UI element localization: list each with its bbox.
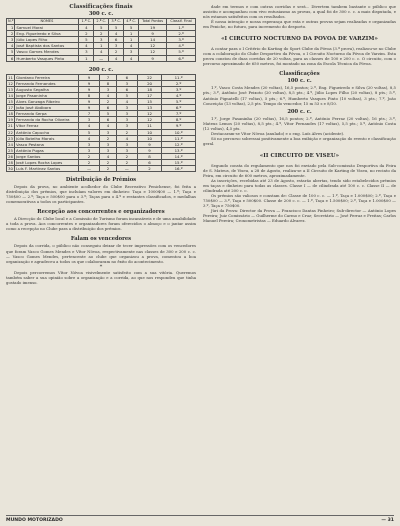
score-cell: 3 xyxy=(116,80,137,86)
class-200cc-text-2: Destacaram-se Vítor Nóvoa (anulado) e o eng. Luís Alves (acidente). xyxy=(211,130,345,136)
row-number: 13 xyxy=(8,86,13,92)
score-cell: 9 xyxy=(79,86,100,92)
driver-name: José Lopes Rocha Lopes xyxy=(15,159,79,165)
row-number: 24 xyxy=(8,141,13,147)
left-column xyxy=(6,4,196,285)
score-cell: 3 xyxy=(100,129,117,135)
driver-name: Júlio Lopes Filho xyxy=(15,37,79,43)
score-cell: 1 xyxy=(124,31,139,37)
score-cell: 14.º xyxy=(162,153,196,159)
score-cell: 17 xyxy=(137,92,161,98)
viseu-circuit-title: «II CIRCUITO DE VISEU» xyxy=(259,152,340,159)
score-cell: 3 xyxy=(116,141,137,147)
score-cell: — xyxy=(79,166,100,172)
score-cell: 3 xyxy=(100,147,117,153)
score-cell: 15.º xyxy=(162,159,196,165)
reception-title: Recepção aos concorrentes e organizadores xyxy=(37,209,165,216)
score-cell: 9 xyxy=(79,99,100,105)
score-cell: 8 xyxy=(100,80,117,86)
score-cell: 8 xyxy=(79,92,100,98)
driver-name: Fernando Serpa xyxy=(15,111,79,117)
score-cell: 5.º xyxy=(162,99,196,105)
row-number: 23 xyxy=(8,135,13,141)
score-cell: 5 xyxy=(124,25,139,31)
score-cell: 6 xyxy=(116,86,137,92)
driver-name: Vítor Ferraz xyxy=(15,123,79,129)
row-number: 4 xyxy=(7,43,15,49)
viseu-text: Segundo consta do regulamento que nos foi enviado pela Sub-comissão Desportiva da Feira de S. Mateus, de Viseu, a 28 de Agosto, realiza-se a II Circuito de Karting de Viseu, no recinto da Feira, em circuito de 600 metros, aproximadamente. xyxy=(203,162,396,178)
score-cell: 12 xyxy=(137,117,161,123)
score-cell: 12 xyxy=(139,49,167,55)
score-cell: 11.º xyxy=(162,135,196,141)
score-cell: 3 xyxy=(116,123,137,129)
closing-text: Depois percorremos Vítor Nóvoa visivelmente satisfeito com a sua vitória. Queremos também saber a sua opinião sobre a organização e a corrida, ao que nos respondeu que tinha gostado imenso. xyxy=(6,269,196,285)
score-cell: 5 xyxy=(100,111,117,117)
score-cell: 2.º xyxy=(167,31,196,37)
score-cell: 3 xyxy=(116,147,137,153)
driver-name: Vasco Pestana xyxy=(15,141,79,147)
driver-name: Júlio Botelho Morais xyxy=(15,135,79,141)
right-column xyxy=(203,4,396,223)
score-cell: 5.º xyxy=(167,49,196,55)
score-cell: 8 xyxy=(137,153,161,159)
score-cell: 2 xyxy=(79,159,100,165)
driver-name: Humberto Vasques Pinto xyxy=(15,55,79,61)
col-race4: 4.ª C. xyxy=(124,19,139,25)
score-cell: 6.º xyxy=(167,55,196,61)
score-cell: 2 xyxy=(100,99,117,105)
score-cell: 8.º xyxy=(162,117,196,123)
score-cell: 10 xyxy=(137,129,161,135)
score-cell: 6 xyxy=(116,74,137,80)
row-number: 19 xyxy=(8,117,13,123)
col-race3: 3.ª C. xyxy=(109,19,124,25)
score-cell: 4 xyxy=(79,123,100,129)
score-cell: 7.º xyxy=(162,111,196,117)
score-cell: 9 xyxy=(79,80,100,86)
class-200cc-text: 1.º, Jorge Pasaninha (20 voltas), 16,5 pontos; 2.º, António Ferraz (20 voltas), 16 pts.; 3.º, Mateus Lemos (20 voltas), 8,5 pts.; 4.º, Vítor Fernandes (17 voltas), 5,5 pts.; 5.º, António Costa (12 voltas), 4,5 pts. xyxy=(203,115,396,131)
driver-name: Vasco Gomes Mendes xyxy=(15,49,79,55)
row-number: 11 xyxy=(8,74,13,80)
row-number: 2 xyxy=(7,31,15,37)
score-cell: 15 xyxy=(137,99,161,105)
class-200cc-title: 200 c. c. xyxy=(287,108,312,115)
score-cell: 4 xyxy=(116,99,137,105)
row-number: 15 xyxy=(8,99,13,105)
povoa-circuit-text: A contar para o I Critério do Karting do Sport Clube da Póvoa (3.ª prova), realizou-se no Clube com a colaboração do Clube Desportivo da Póvoa, o I Circuito Nocturno da Póvoa de Varzim. Esta prova constou de duas corridas de 20 voltas, para as classes de 100 e 200 c. c. O circuito, com o percurso aproximado de 650 metros, foi montado na zona da Escola Técnica da Póvoa. xyxy=(203,46,396,67)
score-cell: 5 xyxy=(94,25,109,31)
driver-name: Giordano Ferreira xyxy=(15,74,79,80)
page-number: — 31 xyxy=(381,517,394,523)
score-cell: 2.º xyxy=(162,80,196,86)
score-cell: 2 xyxy=(94,31,109,37)
table1-body xyxy=(7,25,196,62)
score-cell: 2 xyxy=(79,31,94,37)
score-cell: 13.º xyxy=(162,147,196,153)
score-cell: 2 xyxy=(100,166,117,172)
winners-title: Falam os vencedores xyxy=(70,236,132,243)
section-star: * xyxy=(99,263,103,270)
prizes-text: Depois da prova, no ambiente acolhedor do Clube Recreativo Penichense, foi feita a distribuição dos prémios, que incluíam valores em dinheiro: Taça e 1000$00 — 1.º; Taça e 750$00 — 2.º; Taça e 500$00 para o 3.º; Taças para o 4.º e restantes classificados, e medalhas comemorativas a todos os participantes. xyxy=(6,184,196,205)
final-classification-title: Classificações finais xyxy=(69,4,133,10)
score-cell: 7 xyxy=(79,111,100,117)
score-cell: — xyxy=(94,55,109,61)
score-cell: 3 xyxy=(94,37,109,43)
score-cell: 14 xyxy=(139,37,167,43)
intro-text: dade em termos e com outras corridas e será... Divertem tambem bastante o público que assistiu e acompanhou com vivo entusiasmo as provas, a qual foi de 300 c. c. a mais disputada, e nós estamos satisfeitos com os resultados. xyxy=(203,4,396,20)
table-row xyxy=(7,55,196,61)
driver-name: Eng. Figueiredo e Silva xyxy=(15,31,79,37)
score-cell: 4 xyxy=(124,43,139,49)
score-cell: 2 xyxy=(109,49,124,55)
driver-name: António Capucho xyxy=(15,129,79,135)
score-cell: 6 xyxy=(100,117,117,123)
intro-text-2: É nossa intenção e nossa esperança que esta e outras provas sejam realizadas e organizadas em Peniche, no futuro, para incremento do desporto. xyxy=(203,19,396,30)
score-cell: 4 xyxy=(79,135,100,141)
driver-name: Fernando da Rocha Oliveira xyxy=(15,117,79,123)
row-number: 1 xyxy=(7,25,15,31)
row-number: 14 xyxy=(8,92,13,98)
score-cell: 3 xyxy=(116,117,137,123)
winners-text: Depois da corrida, o público não conseguiu deixar de tecer impressões com os vencedores que foram Vasco Gomes Mendes e Vítor Nóvoa, respectivamente nas classes de 300 e 200 c. c. — Vasco Gomes Mendes, pertencente ao clube que organizou a prova, comentou a boa organização e agradeceu a todos os que colaboraram no êxito do acontecimento. xyxy=(6,243,196,264)
score-cell: 2 xyxy=(116,159,137,165)
col-final: Classif. Final xyxy=(167,19,196,25)
results-table-200cc xyxy=(6,74,196,173)
row-number: 3 xyxy=(7,37,15,43)
score-cell: 9 xyxy=(79,105,100,111)
score-cell: 9 xyxy=(137,147,161,153)
score-cell: 7 xyxy=(100,74,117,80)
score-cell: 3 xyxy=(124,49,139,55)
score-cell: 6 xyxy=(109,37,124,43)
class-100cc-text: 1.º, Vasco Costa Mendes (20 voltas), 16,5 pontos; 2.º, Eng. Figueiredo e Silva (20 voltas), 8,5 pts.; 3.º, Antônio José Peixoto (20 voltas), 8,5 pts.; 4.º, Júlio Lopes Filho (20 voltas), 8 pts.; 5.º, António Pignatelli (17 voltas), 5 pts.; 6.º, Humberto Vasques Pinto (10 voltas), 3 pts.; 7.º, João Conceição (13 voltas), 2,5 pts. Tempo do vencedor, 15 m 53 s e 8/10. xyxy=(203,85,396,106)
score-cell: 18 xyxy=(137,86,161,92)
score-cell: 13 xyxy=(137,105,161,111)
score-cell: 5 xyxy=(79,129,100,135)
score-cell: 4 xyxy=(109,55,124,61)
row-number: 22 xyxy=(8,129,13,135)
score-cell: — xyxy=(116,166,137,172)
driver-name: Fernando Fernandes xyxy=(15,80,79,86)
score-cell: 12 xyxy=(137,111,161,117)
page-footer xyxy=(6,515,394,524)
driver-name: Alves Gonzaga Ribeiro xyxy=(15,99,79,105)
row-number: 30 xyxy=(8,166,13,172)
col-total: Total Pontos xyxy=(139,19,167,25)
score-cell: 1 xyxy=(79,55,94,61)
score-cell: 4.º xyxy=(167,43,196,49)
score-cell: 16.º xyxy=(162,166,196,172)
score-cell: 3 xyxy=(79,147,100,153)
table2-subtitle: 200 c. c. xyxy=(88,66,114,73)
driver-name: António Pugas xyxy=(15,147,79,153)
score-cell: 6 xyxy=(137,159,161,165)
score-cell: 3 xyxy=(100,141,117,147)
row-number: 17 xyxy=(8,105,13,111)
score-cell: 4 xyxy=(109,31,124,37)
col-race2: 2.ª C. xyxy=(94,19,109,25)
driver-name: Augusto Segalha xyxy=(15,86,79,92)
score-cell: 3.º xyxy=(167,37,196,43)
prizes-title: Distribuição de Prémios xyxy=(65,177,137,184)
score-cell: 4 xyxy=(100,153,117,159)
driver-name: João José Abóbora xyxy=(15,105,79,111)
score-cell: 3 xyxy=(116,111,137,117)
driver-name: Samuel Morai xyxy=(15,25,79,31)
score-cell: 2 xyxy=(116,129,137,135)
score-cell: 9 xyxy=(139,55,167,61)
row-number: 5 xyxy=(7,49,15,55)
viseu-text-3: Os prémios são valiosos e constam de: Classe de 100 c. c. — 1.º, Taça e 1.000$00; 2.º, Taça e 750$00 — 3.º, Taça e 500$00. Classe de 200 c. c. — 1.º, Taça e 1.500$00; 2.º, Taça e 1.000$00 — 3.º, Taça e 750$00. xyxy=(203,193,396,209)
driver-name: Jorge Pasaninha xyxy=(15,92,79,98)
povoa-circuit-title: «I CIRCUITO NOCTURNO DA POVOA DE VARZIM» xyxy=(221,36,378,43)
score-cell: 4 xyxy=(124,55,139,61)
score-cell: 2 xyxy=(100,159,117,165)
reception-text: A Direcção do Clube local e a Comissão de Turismo foram incansáveis e de uma amabilidade a toda a prova. Aos concorrentes e organizadores foram oferecidos o almoço e o jantar assim como a recepção no Clube para a distribuição dos prémios. xyxy=(6,216,196,232)
score-cell: 1 xyxy=(94,43,109,49)
score-cell: 3 xyxy=(116,105,137,111)
score-cell: 10.º xyxy=(162,129,196,135)
score-cell: 3 xyxy=(79,141,100,147)
magazine-name: MUNDO MOTORIZADO xyxy=(6,517,63,523)
row-number: 12 xyxy=(8,80,13,86)
driver-name: Luís F. Martinez Santos xyxy=(15,166,79,172)
score-cell: 3 xyxy=(79,49,94,55)
score-cell: 11 xyxy=(137,123,161,129)
score-cell: 4 xyxy=(94,49,109,55)
score-cell: 3 xyxy=(109,43,124,49)
score-cell: 5 xyxy=(109,25,124,31)
row-number: 25 xyxy=(8,147,13,153)
score-cell: 9 xyxy=(137,141,161,147)
classifications-title: Classificações xyxy=(279,71,320,78)
score-cell: 9.º xyxy=(162,123,196,129)
score-cell: 2 xyxy=(137,166,161,172)
score-cell: 2 xyxy=(100,135,117,141)
viseu-text-2: As inscrições, recebidas até 23 de Agosto, estarão abertas, tendo sido estabelecidos prémios em taças e dinheiro para todas as classes. Classe I — de cilindrada até 100 c. c. Classe II — de cilindrada até 200 c. c. xyxy=(203,178,396,194)
driver-name: José Baptista dos Santos xyxy=(15,43,79,49)
table1-subtitle: 300 c. c. xyxy=(88,11,114,17)
score-cell: 19 xyxy=(139,25,167,31)
col-names: NOMES xyxy=(15,19,79,25)
class-200cc-text-3: Só no percurso sobressai positivamente a boa exibição e organização do evento e classificação geral. xyxy=(203,135,396,146)
score-cell: 4 xyxy=(100,92,117,98)
score-cell: 9 xyxy=(139,31,167,37)
score-cell: 2 xyxy=(79,153,100,159)
score-cell: 4.º xyxy=(162,92,196,98)
score-cell: 6 xyxy=(100,105,117,111)
score-cell: 6.º xyxy=(162,105,196,111)
score-cell: 12 xyxy=(139,43,167,49)
row-number: 6 xyxy=(7,55,15,61)
row-number: 26 xyxy=(8,153,13,159)
score-cell: 4 xyxy=(116,135,137,141)
score-cell: 20 xyxy=(137,80,161,86)
score-cell: 5 xyxy=(116,92,137,98)
score-cell: 3 xyxy=(100,86,117,92)
row-number: 28 xyxy=(8,159,13,165)
score-cell: 3 xyxy=(79,117,100,123)
score-cell: 1.º xyxy=(167,25,196,31)
score-cell: 12.º xyxy=(162,141,196,147)
driver-name: Jorge Santos xyxy=(15,153,79,159)
table-row xyxy=(7,166,196,172)
score-cell: 3.º xyxy=(162,86,196,92)
score-cell: 9 xyxy=(79,74,100,80)
viseu-text-4: Júri da Prova: Director da Prova — Francisco Dantas Pinheiro; Sub-director — António Lopes Pereira; Juiz Comissário — Guilherme do Carmo e Cruz; Secretário — José Ferraz e Freitas; Carlos Manuel Pereira; Cronometristas — Eduardo Alvarez. xyxy=(203,208,396,224)
score-cell: 10 xyxy=(137,135,161,141)
score-cell: 1 xyxy=(124,37,139,43)
score-cell: 4 xyxy=(79,43,94,49)
score-cell: 2 xyxy=(116,153,137,159)
score-cell: 22 xyxy=(137,74,161,80)
score-cell: 5 xyxy=(79,37,94,43)
score-cell: 4 xyxy=(79,25,94,31)
table2-body xyxy=(7,74,196,172)
results-table-300cc xyxy=(6,18,196,62)
class-100cc-title: 100 c. c. xyxy=(287,78,312,85)
row-number: 18 xyxy=(8,111,13,117)
row-number: 21 xyxy=(8,123,13,129)
col-race1: 1.ª C. xyxy=(79,19,94,25)
score-cell: 4 xyxy=(100,123,117,129)
score-cell: 11.º xyxy=(162,74,196,80)
col-number: N.º xyxy=(8,19,14,23)
